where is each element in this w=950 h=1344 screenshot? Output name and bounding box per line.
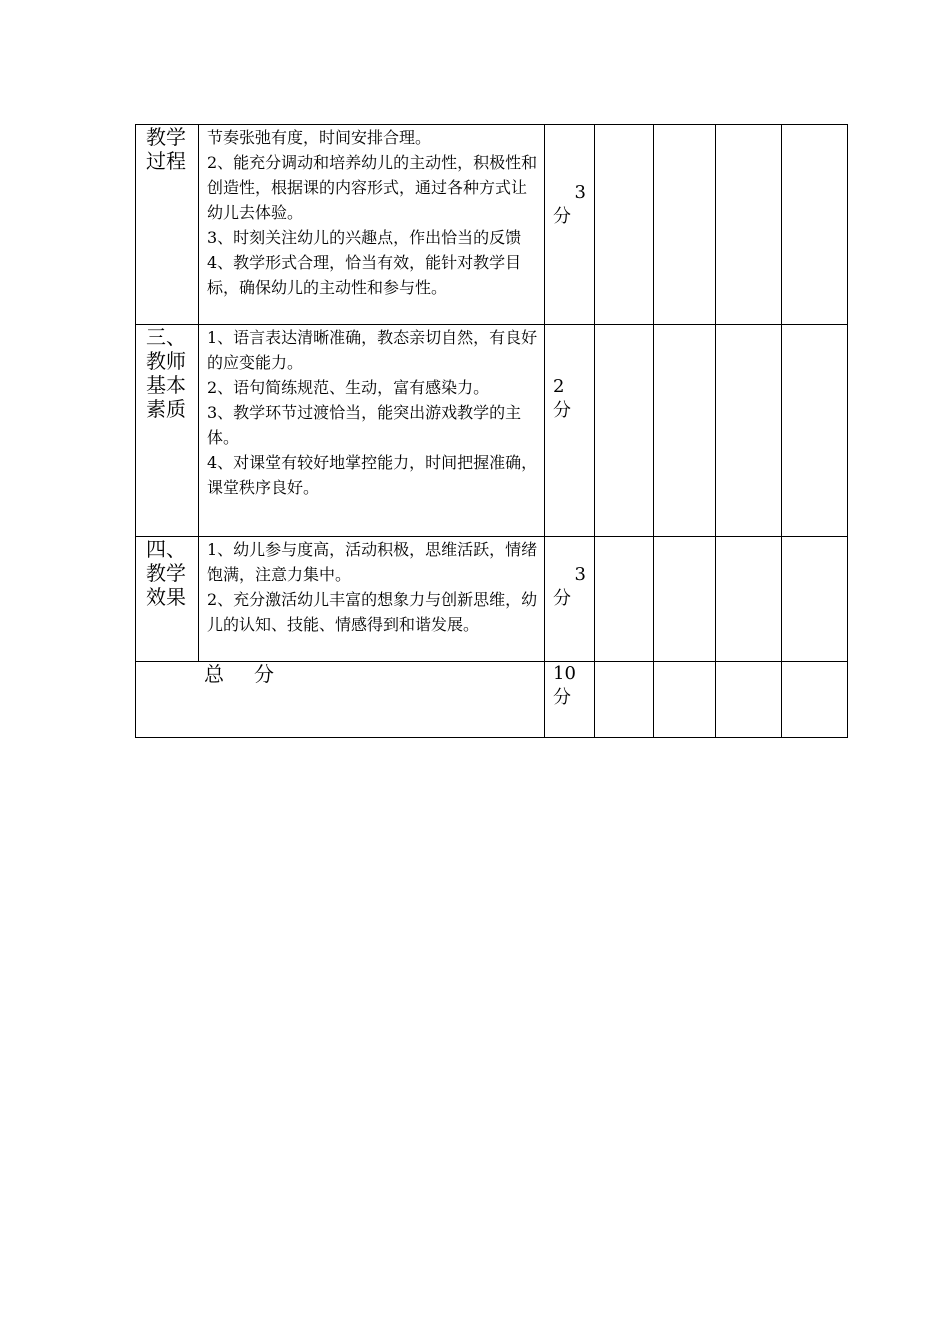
category-line: 教学 [146,125,186,149]
score-unit: 分 [553,400,571,421]
total-score-cell [545,662,595,738]
criteria-item: 4、对课堂有较好地掌控能力，时间把握准确，课堂秩序良好。 [207,453,538,497]
criteria-cell [199,125,545,325]
blank-score-cell[interactable] [716,537,782,662]
criteria-item: 节奏张弛有度，时间安排合理。 [207,128,432,147]
score-cell [545,125,595,325]
blank-score-cell[interactable] [782,662,848,738]
category-cell [136,125,199,325]
table-row-total [136,662,848,738]
category-line: 教学 [146,561,186,585]
criteria-item: 2、语句简练规范、生动，富有感染力。 [207,378,490,397]
criteria-item: 3、教学环节过渡恰当，能突出游戏教学的主体。 [207,403,522,447]
blank-score-cell[interactable] [595,537,654,662]
category-line: 四、 [146,537,186,561]
evaluation-table [135,124,848,738]
blank-score-cell[interactable] [782,125,848,325]
blank-score-cell[interactable] [595,662,654,738]
total-label-a: 总 [204,662,224,686]
blank-score-cell[interactable] [716,325,782,537]
table-row-teaching-process [136,125,848,325]
total-label-cell [136,662,545,738]
blank-score-cell[interactable] [654,662,716,738]
blank-score-cell[interactable] [654,125,716,325]
criteria-item: 2、能充分调动和培养幼儿的主动性，积极性和创造性，根据课的内容形式，通过各种方式让幼儿去体验。 [207,153,538,222]
table-row-teacher-quality [136,325,848,537]
score-unit: 分 [553,588,571,609]
blank-score-cell[interactable] [782,325,848,537]
criteria-item: 2、充分激活幼儿丰富的想象力与创新思维，幼儿的认知、技能、情感得到和谐发展。 [207,590,538,634]
total-score-number: 10 [553,663,576,684]
total-label-b: 分 [254,662,274,686]
criteria-item: 1、语言表达清晰准确，教态亲切自然，有良好的应变能力。 [207,328,538,372]
score-number: 3 [574,182,586,203]
criteria-cell [199,325,545,537]
total-score-unit: 分 [553,687,571,708]
score-cell [545,537,595,662]
category-cell [136,537,199,662]
blank-score-cell[interactable] [782,537,848,662]
criteria-item: 3、时刻关注幼儿的兴趣点，作出恰当的反馈 [207,228,522,247]
blank-score-cell[interactable] [654,537,716,662]
score-number: 2 [553,376,565,397]
category-line: 素质 [146,397,186,421]
blank-score-cell[interactable] [654,325,716,537]
score-unit: 分 [553,206,571,227]
category-line: 教师 [146,349,186,373]
category-line: 基本 [146,373,186,397]
blank-score-cell[interactable] [595,325,654,537]
category-line: 三、 [146,325,186,349]
criteria-item: 4、教学形式合理，恰当有效，能针对教学目标，确保幼儿的主动性和参与性。 [207,253,522,297]
blank-score-cell[interactable] [595,125,654,325]
criteria-item: 1、幼儿参与度高，活动积极，思维活跃，情绪饱满，注意力集中。 [207,540,538,584]
category-cell [136,325,199,537]
score-number: 3 [574,564,586,585]
blank-score-cell[interactable] [716,125,782,325]
blank-score-cell[interactable] [716,662,782,738]
criteria-cell [199,537,545,662]
category-line: 过程 [146,149,186,173]
category-line: 效果 [146,585,186,609]
table-row-teaching-effect [136,537,848,662]
score-cell [545,325,595,537]
